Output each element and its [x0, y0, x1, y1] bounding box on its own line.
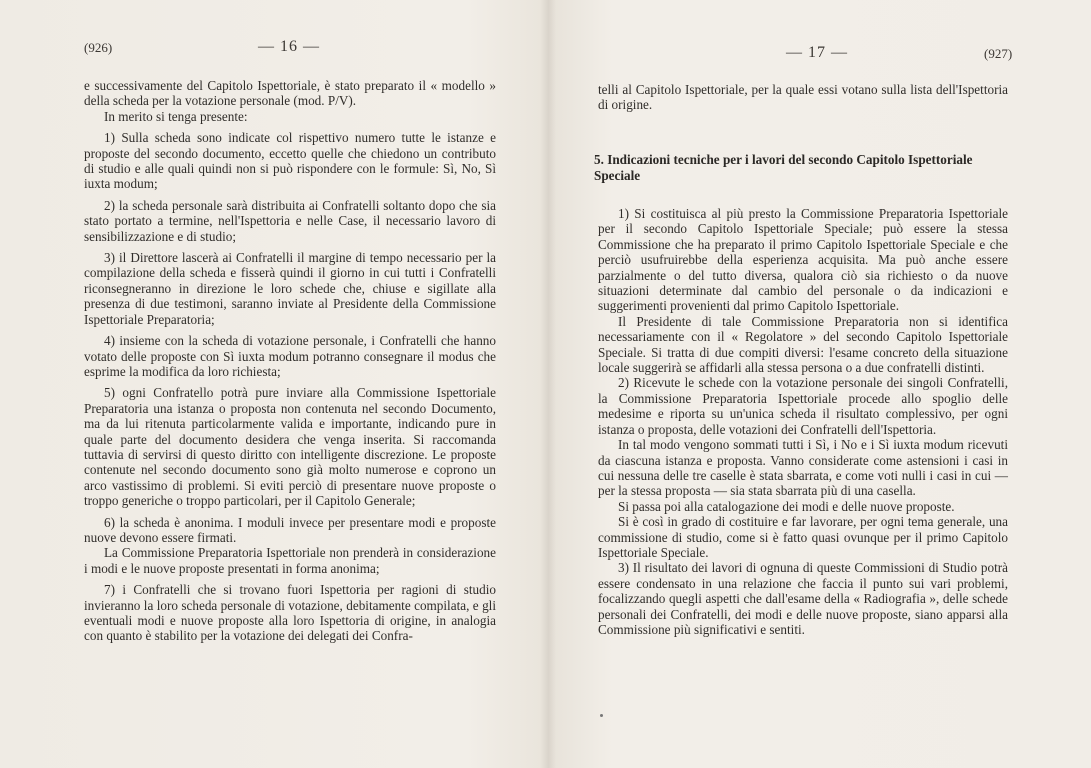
paragraph: 2) la scheda personale sarà distribuita ai Confratelli soltanto dopo che sia stato portato a termine, nell'Ispettoria e nelle Case, il necessario lavoro di sensibilizzazione e di studio; [84, 197, 496, 244]
paragraph: In tal modo vengono sommati tutti i Sì, i No e i Sì iuxta modum ricevuti da ciascuna istanza e proposta. Vanno considerate come astensioni i casi in cui nessuna delle tre caselle è stata sbarrata, e come voti nulli i casi in cui — per la stessa proposta — sia stata sbarrata più di una casella. [598, 437, 1008, 499]
paragraph: In merito si tenga presente: [104, 108, 248, 124]
paragraph: e successivamente del Capitolo Ispettoriale, è stato preparato il « modello » della scheda per la votazione personale (mod. P/V). [84, 78, 496, 109]
paragraph: 1) Si costituisca al più presto la Commissione Preparatoria Ispettoriale per il secondo Capitolo Ispettoriale Speciale; può essere la stessa Commissione che ha preparato il primo Capitolo Ispettoriale Speciale e che perciò usufruirebbe della esperienza acquisita. Ma può anche essere parzialmente o del tutto diversa, qualora ciò sia richiesto o da nuove situazioni determinate dal cambio del personale o da indicazioni e suggerimenti provenienti dal primo Capitolo Ispettoriale. [598, 206, 1008, 314]
paragraph: 7) i Confratelli che si trovano fuori Ispettoria per ragioni di studio invieranno la loro scheda personale di votazione, debitamente compilata, e gli eventuali modi e nuove proposte alla loro Ispettoria di origine, in analogia con quanto è stabilito per la votazione dei delegati dei Confra- [84, 582, 496, 644]
ink-speck [600, 714, 603, 717]
right-body-text [598, 206, 1008, 637]
right-page [548, 0, 1091, 768]
paragraph: 3) Il risultato dei lavori di ognuna di queste Commissioni di Studio potrà essere condensato in una relazione che faccia il punto sui vari problemi, focalizzando quegli aspetti che dall'esame della « Radiografia », delle schede personali dei Confratelli, dei modi e delle nuove proposte, siano apparsi alla Commissione più significativi e sentiti. [598, 560, 1008, 637]
paragraph: telli al Capitolo Ispettoriale, per la quale essi votano sulla lista dell'Ispettoria di origine. [598, 82, 1008, 113]
book-gutter [540, 0, 556, 768]
left-page-number: — 16 — [258, 38, 320, 55]
paragraph: 3) il Direttore lascerà ai Confratelli il margine di tempo necessario per la compilazione della scheda e fisserà quindi il giorno in cui tutti i Confratelli riconsegneranno in direzione le loro schede che, chiuse e sigillate alla presenza di due testimoni, saranno inviate al Presidente della Commissione Ispettoriale Preparatoria; [84, 250, 496, 327]
right-page-number: — 17 — [786, 44, 848, 61]
paragraph: 1) Sulla scheda sono indicate col rispettivo numero tutte le istanze e proposte del secondo documento, eccetto quelle che chiedono un contributo di studio e alle quali quindi non si può rispondere con le formule: Sì, No, Sì iuxta modum; [84, 130, 496, 192]
left-body-text [84, 78, 496, 644]
paragraph: La Commissione Preparatoria Ispettoriale non prenderà in considerazione i modi e le nuove proposte presentati in forma anonima; [84, 545, 496, 576]
paragraph: 6) la scheda è anonima. I moduli invece per presentare modi e proposte nuove devono essere firmati. [84, 514, 496, 545]
paragraph: Il Presidente di tale Commissione Preparatoria non si identifica necessariamente con il « Regolatore » del secondo Capitolo Ispettoriale Speciale. Si tratta di due compiti diversi: l'esame concreto della situazione locale suggerirà se affidarli alla stessa persona o a due confratelli distinti. [598, 313, 1008, 376]
paragraph: Si passa poi alla catalogazione dei modi e delle nuove proposte. [618, 498, 955, 514]
right-intro-text [598, 82, 1008, 113]
paragraph: 5) ogni Confratello potrà pure inviare alla Commissione Ispettoriale Preparatoria una istanza o proposta non contenuta nel secondo Documento, ma da lui ritenuta particolarmente valida e importante, indicando pure in quale parte del documento desidera che venga inserita. Si raccomanda tuttavia di servirsi di questo diritto con intelligente discrezione. Le proposte contenute nel secondo documento sono già molto numerose e coprono un arco vastissimo di problemi. Si eviti perciò di presentare nuove proposte o troppo generiche o troppo particolari, per il Capitolo Generale; [84, 385, 496, 509]
right-folio: (927) [984, 46, 1013, 61]
paragraph: 2) Ricevute le schede con la votazione personale dei singoli Confratelli, la Commissione Preparatoria Ispettoriale procede allo spoglio delle medesime e riporta su un'unica scheda il risultato complessivo, per ogni istanza o proposta, delle votazioni dei Confratelli dell'Ispettoria. [598, 375, 1008, 437]
left-folio: (926) [84, 40, 113, 55]
section-title: 5. Indicazioni tecniche per i lavori del secondo Capitolo Ispettoriale Speciale [594, 152, 973, 183]
paragraph: 4) insieme con la scheda di votazione personale, i Confratelli che hanno votato delle proposte con Sì iuxta modum potranno consegnare il modus che esprime la modifica da loro richiesta; [84, 333, 496, 379]
paragraph: Si è così in grado di costituire e far lavorare, per ogni tema generale, una commissione di studio, come si è fatto quasi ovunque per il primo Capitolo Ispettoriale Speciale. [598, 514, 1008, 560]
